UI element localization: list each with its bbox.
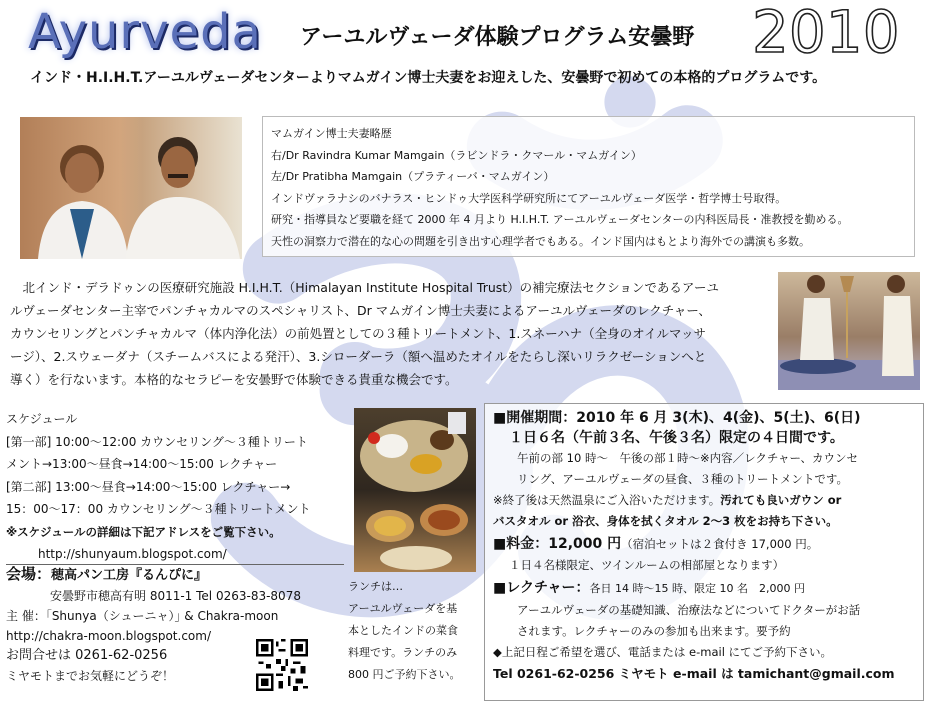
period-limit: １日６名（午前３名、午後３名）限定の４日間です。 — [509, 430, 844, 446]
lecture-note: 各日 14 時〜15 時、限定 10 名 2,000 円 — [589, 582, 805, 595]
intro-paragraph — [10, 276, 770, 391]
fee-note: （宿泊セットは２食付き 17,000 円。 — [621, 537, 819, 551]
reserve-note: ◆上記日程ご希望を選び、電話または e-mail にてご予約下さい。 — [493, 645, 833, 659]
intro-line: ルヴェーダセンター主宰でパンチャカルマのスペシャリスト、Dr マムガイン博士夫妻によるアーユルヴェーダのレクチャー、 — [10, 303, 711, 318]
lecture-detail: されます。レクチャーのみの参加も出来ます。要予約 — [517, 624, 791, 638]
lunch-photo — [354, 408, 476, 572]
onsen-row — [493, 490, 915, 511]
venue-label: 会場： — [6, 565, 52, 583]
profile-line: 研究・指導員など要職を経て 2000 年 4 月より H.I.H.T. アーユルヴェーダセンターの内科医局長・准教授を勤める。 — [271, 213, 849, 226]
closing-text: ミヤモトまでお気軽にどうぞ！ — [6, 669, 175, 683]
schedule-note: ※スケジュールの詳細は下記アドレスをご覧下さい。 — [6, 524, 281, 539]
detail-line: 午前の部 10 時〜 午後の部１時〜※内容／レクチャー、カウンセ — [517, 451, 859, 465]
intro-line: ージ）、2.スウェーダナ（スチームバスによる発汗）、3.シローダーラ（額へ温めたオイルをたらし深いリラクゼーションへと — [10, 349, 707, 364]
onsen-items: 汚れても良いガウン or — [720, 493, 842, 507]
contact-phone: お問合せは 0261-62-0256 — [6, 648, 168, 663]
fee-label: ■料金：12,000 円 — [493, 536, 622, 552]
schedule-title: スケジュール — [6, 412, 78, 426]
onsen-note: ※終了後は天然温泉にご入浴いただけます。 — [493, 493, 721, 507]
organizer: 主 催：｢Shunya（シューニャ）｣ & Chakra-moon — [6, 609, 279, 623]
fee-row — [493, 532, 915, 555]
lunch-line: アーユルヴェーダを基 — [348, 602, 458, 615]
qr-code[interactable] — [256, 639, 308, 691]
year: 2010 — [752, 0, 900, 66]
schedule-line: 15：00〜17：00 カウンセリング〜３種トリートメント — [6, 502, 311, 516]
schedule-url-link[interactable]: http://shunyaum.blogspot.com/ — [38, 547, 227, 561]
lecture-row — [493, 576, 915, 600]
fee-note-2: １日４名様限定、ツインルームの相部屋となります） — [509, 558, 785, 572]
profile-heading: マムガイン博士夫妻略歴 — [271, 127, 392, 140]
program-title: アーユルヴェーダ体験プログラム安曇野 — [300, 25, 695, 50]
venue-section — [6, 564, 351, 686]
lunch-line: ランチは… — [348, 580, 403, 593]
schedule-section — [6, 408, 351, 566]
subtitle: インド・H.I.H.T.アーユルヴェーダセンターよりマムガイン博士夫妻をお迎えした、安曇野で初めての本格的プログラムです。 — [30, 70, 827, 86]
onsen-items-2: バスタオル or 浴衣、身体を拭くタオル 2〜3 枚をお持ち下さい。 — [493, 514, 838, 528]
doctors-photo — [20, 117, 242, 259]
lunch-line: 本としたインドの菜食 — [348, 624, 458, 637]
venue-row — [6, 564, 351, 586]
profile-line: 右/Dr Ravindra Kumar Mamgain（ラビンドラ・クマール・マムガイン） — [271, 148, 642, 162]
lunch-line: 料理です。ランチのみ — [348, 646, 458, 659]
lecture-detail: アーユルヴェーダの基礎知識、治療法などについてドクターがお話 — [517, 603, 861, 617]
detail-line: リング、アーユルヴェーダの昼食、３種のトリートメントです。 — [517, 472, 848, 486]
intro-line: カウンセリングとパンチャカルマ（体内浄化法）の前処置としての３種トリートメント、1.スネーハナ（全身のオイルマッサ — [10, 326, 707, 341]
schedule-line: [第二部] 13:00〜昼食→14:00〜15:00 レクチャー→ — [6, 479, 291, 494]
period-line: ■開催期間：2010 年 6 月 3(木)、4(金)、5(土)、6(日) — [493, 410, 861, 426]
profile-line: インドヴァラナシのバナラス・ヒンドゥ大学医科学研究所にてアーユルヴェーダ医学・哲学博士号取得。 — [271, 191, 787, 205]
therapy-photo — [778, 272, 920, 390]
lunch-line: 800 円ご予約下さい。 — [348, 668, 461, 681]
lunch-caption — [348, 576, 476, 686]
intro-line: 導く）を行ないます。本格的なセラピーを安曇野で体験できる貴重な機会です。 — [10, 372, 458, 387]
profile-line: 天性の洞察力で潜在的な心の問題を引き出す心理学者でもある。インド国内はもとより海外での講演も多数。 — [271, 234, 810, 248]
schedule-line: メント→13:00〜昼食→14:00〜15:00 レクチャー — [6, 457, 278, 471]
schedule-line: [第一部] 10:00〜12:00 カウンセリング〜３種トリート — [6, 434, 308, 449]
intro-line: 北インド・デラドゥンの医療研究施設 H.I.H.T.（Himalayan Institute Hospital Trust）の補完療法セクションであるアーユ — [10, 280, 720, 295]
contact-line[interactable]: Tel 0261-62-0256 ミヤモト e-mail は tamichant@gmail.com — [493, 666, 895, 681]
lecture-label: ■レクチャー： — [493, 580, 590, 596]
venue-address: 安曇野市穂高有明 8011-1 Tel 0263-83-8078 — [50, 589, 301, 603]
venue-name: 穂高パン工房『るんぴに』 — [51, 568, 208, 583]
profile-line: 左/Dr Pratibha Mamgain（プラティーバ・マムガイン） — [271, 170, 555, 183]
organizer-url-link[interactable]: http://chakra-moon.blogspot.com/ — [6, 629, 211, 643]
profile-box — [262, 116, 915, 257]
brand-title: Ayurveda — [28, 4, 262, 60]
event-info-box — [484, 403, 924, 701]
